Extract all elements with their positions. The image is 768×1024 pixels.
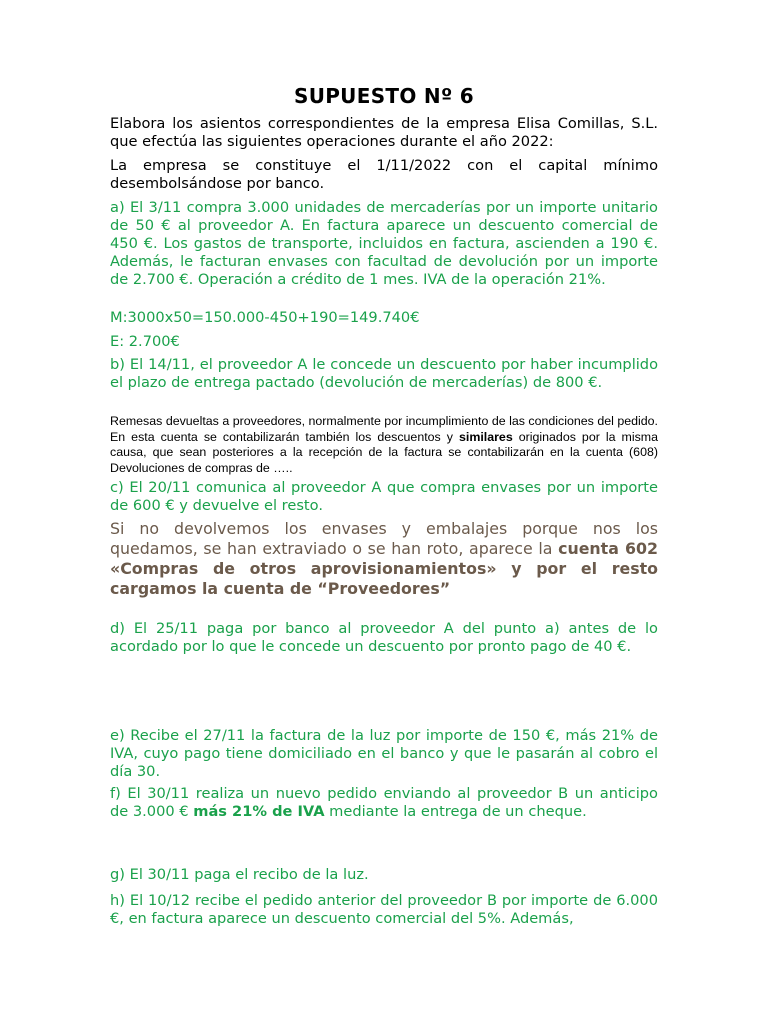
note-text-2: originados por la misma causa, que sean posteriores a la recepción de la factura se contabilizarán en la cuenta (608) Devoluciones de compras de ….. [110,429,658,475]
intro-paragraph: Elabora los asientos correspondientes de la empresa Elisa Comillas, S.L. que efectúa las siguientes operaciones durante el año 2022: [110,115,658,150]
operation-f-bold: más 21% de IVA [193,803,325,820]
operation-f-text-2: mediante la entrega de un cheque. [324,803,587,820]
operation-f-text-1: f) El 30/11 realiza un nuevo pedido enviando al proveedor B un anticipo de 3.000 € [110,785,658,820]
note-text-1: Remesas devueltas a proveedores, normalmente por incumplimiento de las condiciones del pedido. En esta cuenta se contabilizarán también los descuentos y [110,414,658,444]
operation-c: c) El 20/11 comunica al proveedor A que compra envases por un importe de 600 € y devuelve el resto. [110,479,658,514]
constitution-paragraph: La empresa se constituye el 1/11/2022 con el capital mínimo desembolsándose por banco. [110,157,658,192]
operation-g: g) El 30/11 paga el recibo de la luz. [110,866,369,883]
note-text-bold: similares [458,429,513,444]
operation-f [110,785,658,821]
operation-e: e) Recibe el 27/11 la factura de la luz por importe de 150 €, más 21% de IVA, cuyo pago tiene domiciliado en el banco y que le pasarán al cobro el día 30. [110,727,658,780]
calc-envases: E: 2.700€ [110,333,180,350]
operation-b: b) El 14/11, el proveedor A le concede un descuento por haber incumplido el plazo de entrega pactado (devolución de mercaderías) de 800 €. [110,356,658,391]
document-title: SUPUESTO Nº 6 [293,84,474,108]
envases-explanation [110,519,658,599]
calc-mercaderias: M:3000x50=150.000-450+190=149.740€ [110,309,420,326]
envases-account-bold: cuenta 602 «Compras de otros aprovisionamientos» y por el resto cargamos la cuenta de “Proveedores” [110,539,658,598]
operation-d: d) El 25/11 paga por banco al proveedor A del punto a) antes de lo acordado por lo que le concede un descuento por pronto pago de 40 €. [110,620,658,655]
operation-a: a) El 3/11 compra 3.000 unidades de mercaderías por un importe unitario de 50 € al proveedor A. En factura aparece un descuento comercial de 450 €. Los gastos de transporte, incluidos en factura, ascienden a 190 €. Además, le facturan envases con facultad de devolución por un importe de 2.700 €. Operación a crédito de 1 mes. IVA de la operación 21%. [110,199,658,288]
note-devoluciones [110,414,658,476]
envases-text: Si no devolvemos los envases y embalajes porque nos los quedamos, se han extraviado o se han roto, aparece la [110,519,658,558]
operation-h: h) El 10/12 recibe el pedido anterior del proveedor B por importe de 6.000 €, en factura aparece un descuento comercial del 5%. Además, [110,892,658,927]
